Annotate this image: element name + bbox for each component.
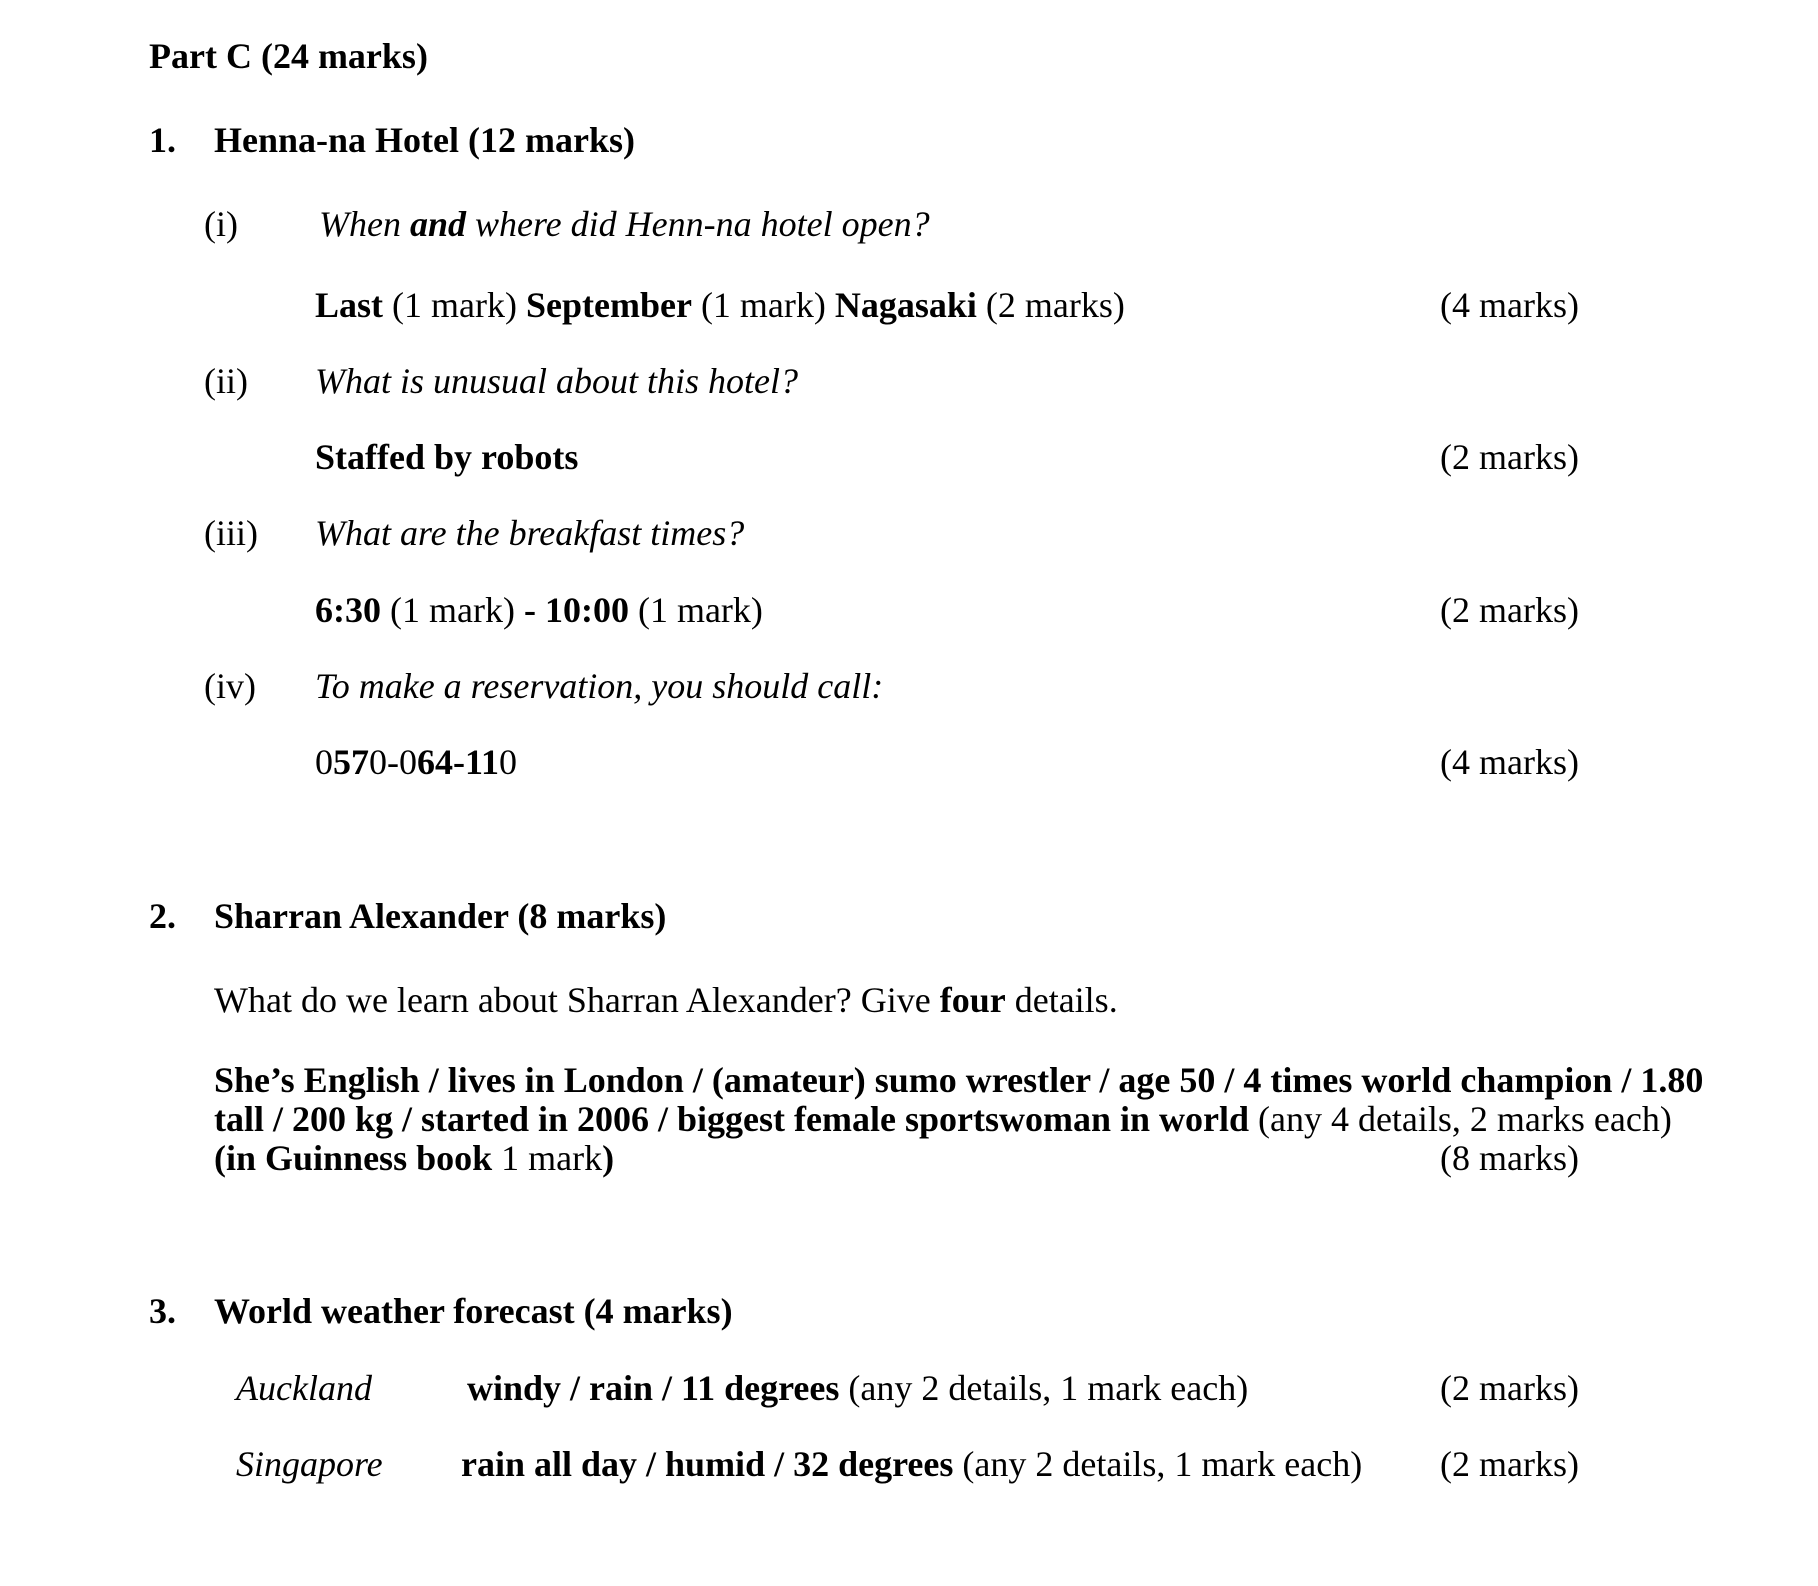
q1-i-answer: Last (1 mark) September (1 mark) Nagasaki (2 marks) bbox=[315, 285, 1125, 325]
q1-i-question: When and where did Henn-na hotel open? bbox=[319, 204, 930, 244]
q1-number: 1. bbox=[149, 120, 176, 160]
q1-iii-marks: (2 marks) bbox=[1440, 590, 1579, 630]
q1-iii-answer: 6:30 (1 mark) - 10:00 (1 mark) bbox=[315, 590, 763, 630]
q3-answer-auckland: windy / rain / 11 degrees (any 2 details, 1 mark each) bbox=[467, 1368, 1249, 1408]
q1-iii-label: (iii) bbox=[204, 513, 258, 553]
q1-i-marks: (4 marks) bbox=[1440, 285, 1579, 325]
part-title: Part C (24 marks) bbox=[149, 36, 428, 76]
q3-number: 3. bbox=[149, 1291, 176, 1331]
q3-marks-singapore: (2 marks) bbox=[1440, 1444, 1579, 1484]
q3-answer-singapore: rain all day / humid / 32 degrees (any 2 details, 1 mark each) bbox=[461, 1444, 1363, 1484]
q3-city-auckland: Auckland bbox=[236, 1368, 372, 1408]
q1-iv-marks: (4 marks) bbox=[1440, 742, 1579, 782]
q3-title: World weather forecast (4 marks) bbox=[214, 1291, 733, 1331]
q1-iii-question: What are the breakfast times? bbox=[315, 513, 745, 553]
q1-ii-label: (ii) bbox=[204, 361, 248, 401]
q2-number: 2. bbox=[149, 896, 176, 936]
q2-title: Sharran Alexander (8 marks) bbox=[214, 896, 667, 936]
q2-prompt: What do we learn about Sharran Alexander? Give four details. bbox=[214, 980, 1118, 1020]
q1-iv-label: (iv) bbox=[204, 666, 256, 706]
q3-city-singapore: Singapore bbox=[236, 1444, 383, 1484]
q1-ii-answer: Staffed by robots bbox=[315, 437, 579, 477]
q1-iv-answer: 0570-064-110 bbox=[315, 742, 518, 782]
q3-marks-auckland: (2 marks) bbox=[1440, 1368, 1579, 1408]
q1-iv-question: To make a reservation, you should call: bbox=[315, 666, 884, 706]
q2-answer: She’s English / lives in London / (amateur) sumo wrestler / age 50 / 4 times world champion / 1.80 tall / 200 kg / started in 2006 / biggest female sportswoman in world (any 4 details, 2 marks each) (in Guinness book 1 mark) bbox=[214, 1060, 1704, 1178]
q1-ii-question: What is unusual about this hotel? bbox=[315, 361, 799, 401]
q2-marks: (8 marks) bbox=[1440, 1138, 1579, 1178]
q1-i-label: (i) bbox=[204, 204, 238, 244]
q1-title: Henna-na Hotel (12 marks) bbox=[214, 120, 635, 160]
q1-ii-marks: (2 marks) bbox=[1440, 437, 1579, 477]
